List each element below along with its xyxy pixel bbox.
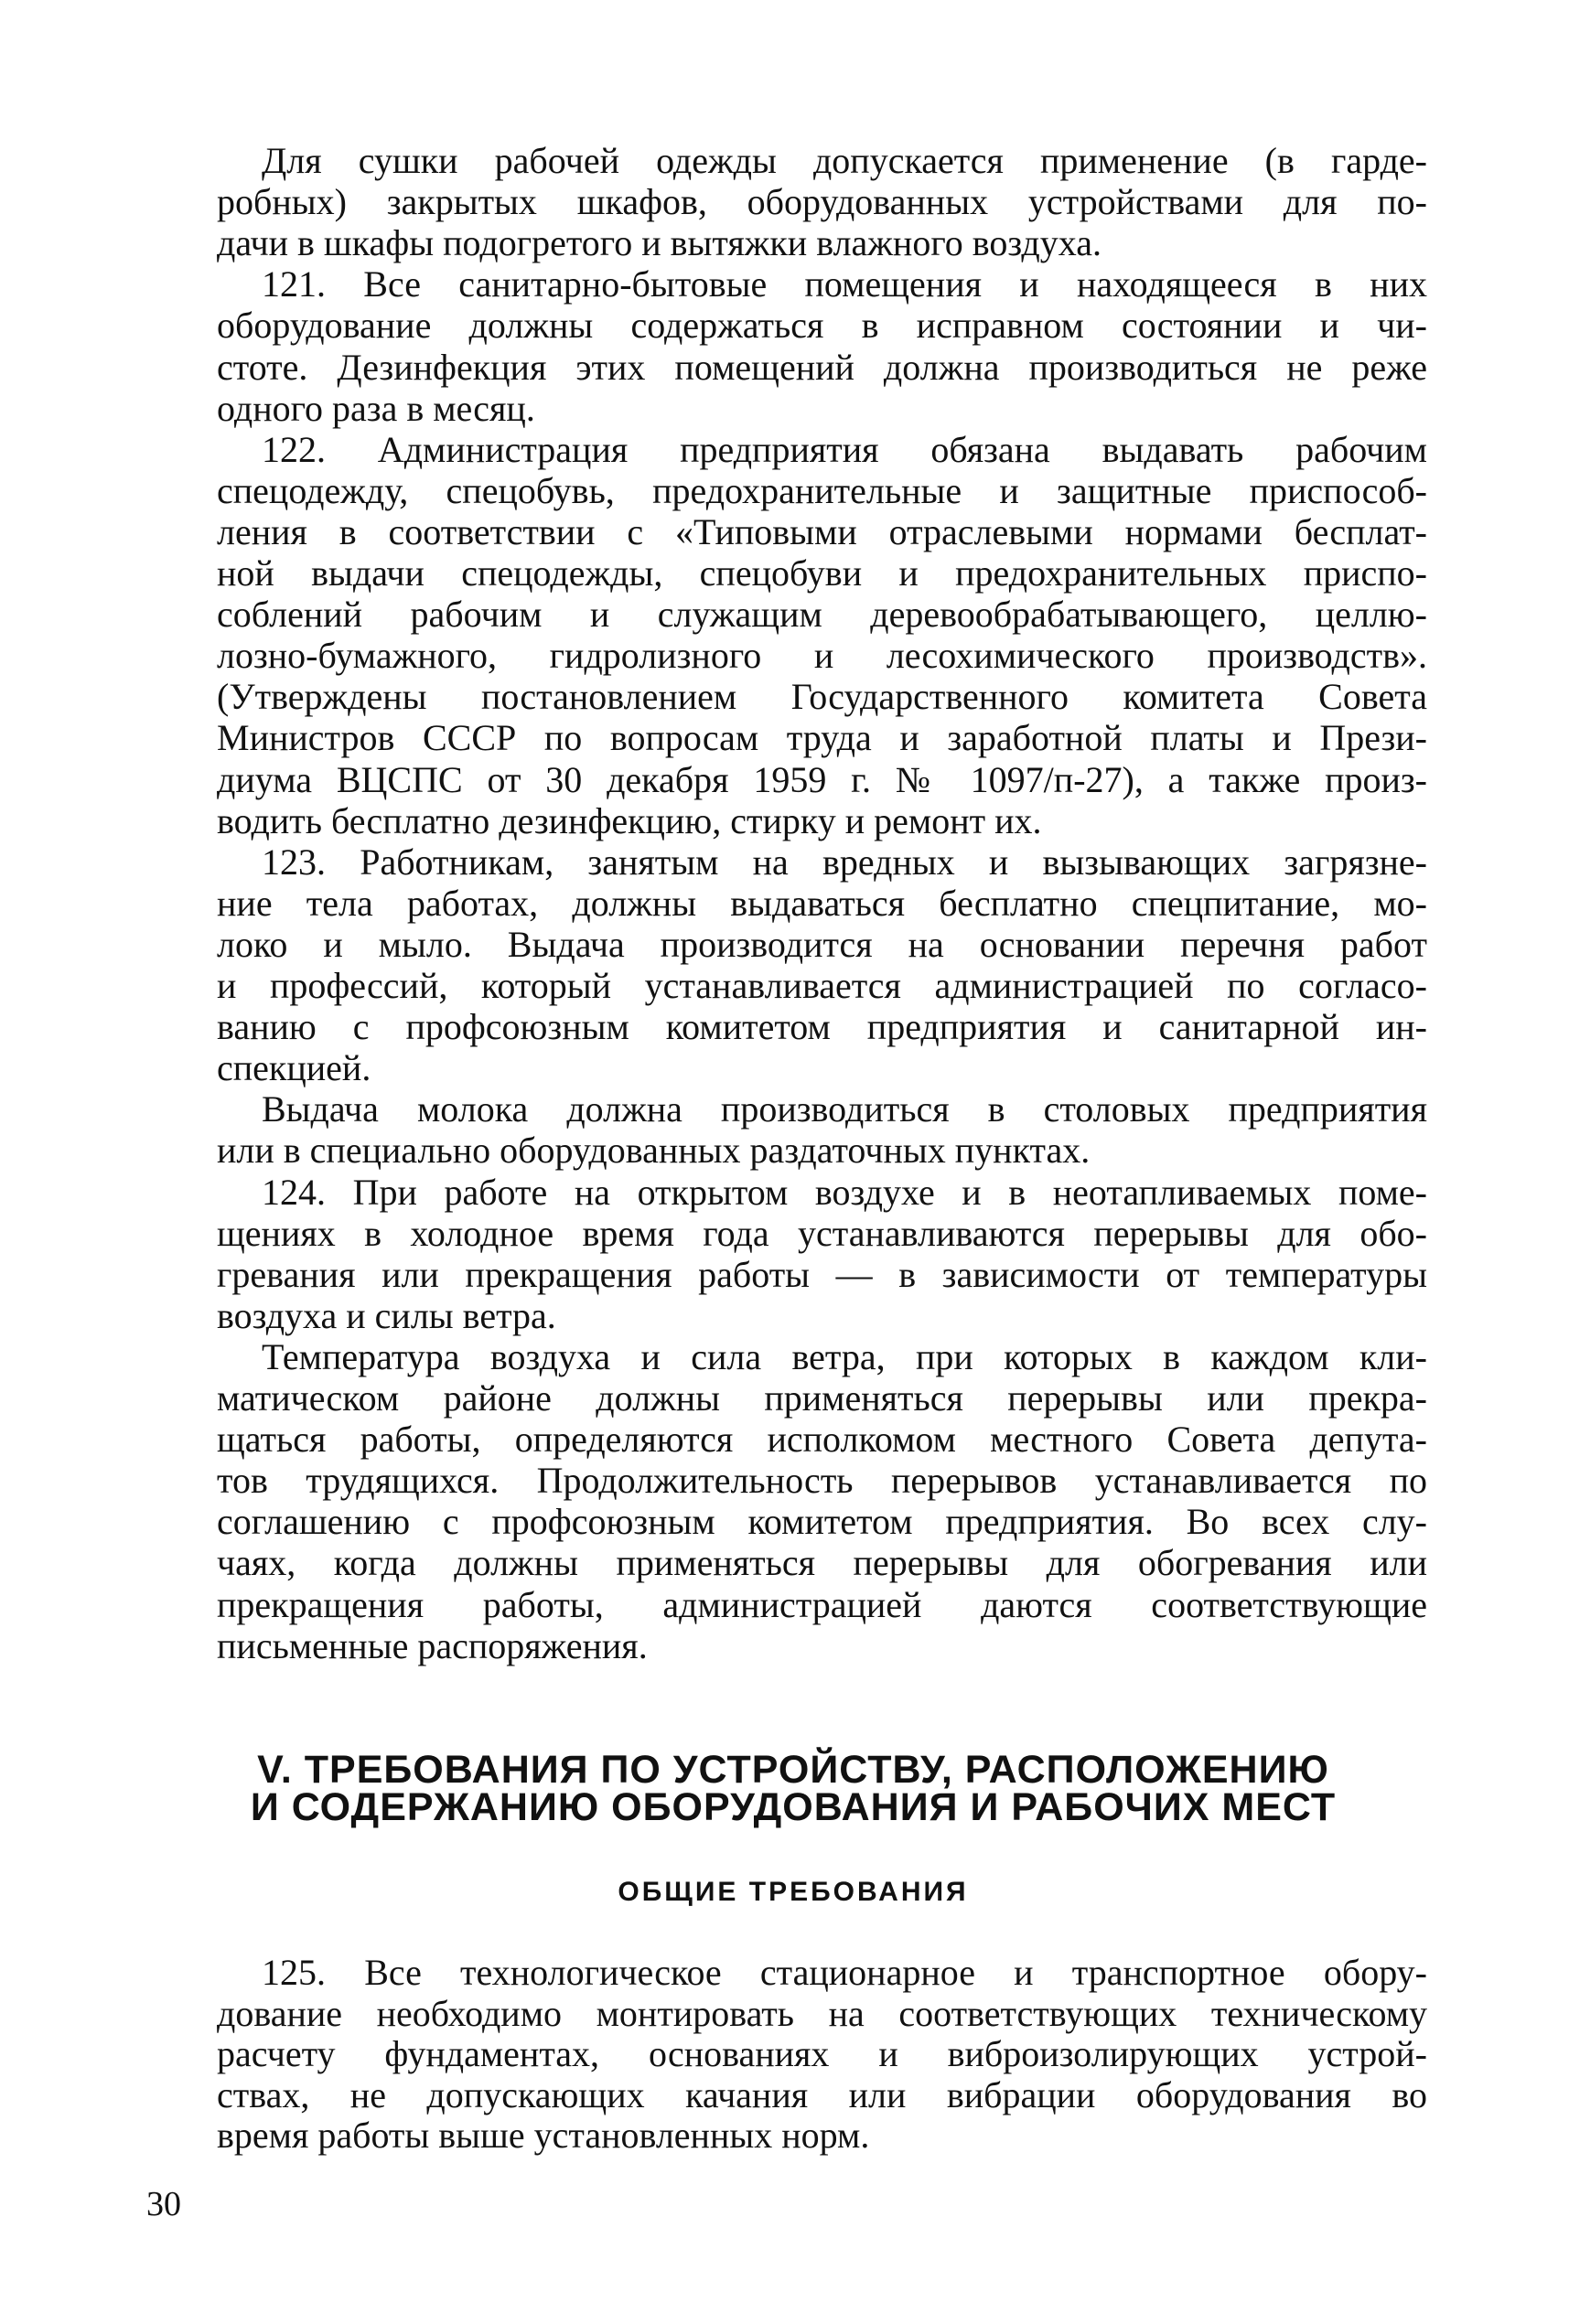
subheading: ОБЩИЕ ТРЕБОВАНИЯ: [618, 1877, 969, 1907]
text-line: письменные распоряжения.: [217, 1624, 648, 1666]
text-line: соглашению с профсоюзным комитетом предприятия. Во всех слу-: [217, 1501, 1427, 1543]
text-line: ной выдачи спецодежды, спецобуви и предохранительных приспо-: [217, 552, 1427, 594]
text-line: чаях, когда должны применяться перерывы для обогревания или: [217, 1542, 1427, 1584]
text-line: щениях в холодное время года устанавливаются перерывы для обо-: [217, 1212, 1427, 1254]
text-line: спекцией.: [217, 1047, 371, 1089]
page-number: 30: [146, 2185, 181, 2223]
text-line: 123. Работникам, занятым на вредных и вызывающих загрязне-: [262, 841, 1427, 883]
text-line: щаться работы, определяются исполкомом местного Совета депута-: [217, 1419, 1427, 1461]
text-line: ления в соответствии с «Типовыми отраслевыми нормами бесплат-: [217, 510, 1427, 552]
text-line: воздуха и силы ветра.: [217, 1294, 556, 1336]
text-line: или в специально оборудованных раздаточных пунктах.: [217, 1130, 1091, 1172]
text-line: Температура воздуха и сила ветра, при которых в каждом кли-: [262, 1335, 1427, 1377]
text-line: робных) закрытых шкафов, оборудованных устройствами для по-: [217, 181, 1427, 223]
text-line: 122. Администрация предприятия обязана выдавать рабочим: [262, 428, 1427, 470]
text-line: диума ВЦСПС от 30 декабря 1959 г. № 1097/п-27), а также произ-: [217, 758, 1427, 800]
text-line: матическом районе должны применяться перерывы или прекра-: [217, 1377, 1427, 1419]
text-line: ванию с профсоюзным комитетом предприятия и санитарной ин-: [217, 1006, 1427, 1048]
text-line: 125. Все технологическое стационарное и транспортное обору-: [262, 1952, 1427, 1993]
text-line: 121. Все санитарно-бытовые помещения и находящееся в них: [262, 263, 1427, 305]
text-line: одного раза в месяц.: [217, 387, 535, 429]
text-line: прекращения работы, администрацией даются соответствующие: [217, 1583, 1427, 1625]
text-line: Для сушки рабочей одежды допускается применение (в гарде-: [262, 140, 1427, 181]
text-line: спецодежду, спецобувь, предохранительные и защитные приспособ-: [217, 469, 1427, 511]
text-line: соблений рабочим и служащим деревообрабатывающего, целлю-: [217, 594, 1427, 636]
text-line: дование необходимо монтировать на соответствующих техническому: [217, 1992, 1427, 2034]
text-line: дачи в шкафы подогретого и вытяжки влажного воздуха.: [217, 222, 1102, 264]
text-line: водить бесплатно дезинфекцию, стирку и ремонт их.: [217, 799, 1042, 841]
text-line: (Утверждены постановлением Государственного комитета Совета: [217, 676, 1427, 718]
text-line: стоте. Дезинфекция этих помещений должна производиться не реже: [217, 346, 1427, 388]
text-line: ствах, не допускающих качания или вибрации оборудования во: [217, 2073, 1427, 2115]
section-heading-line-2: И СОДЕРЖАНИЮ ОБОРУДОВАНИЯ И РАБОЧИХ МЕСТ: [250, 1785, 1337, 1829]
text-line: Министров СССР по вопросам труда и заработной платы и Прези-: [217, 717, 1427, 759]
text-line: ние тела работах, должны выдаваться бесплатно спецпитание, мо-: [217, 882, 1427, 924]
text-line: расчету фундаментах, основаниях и виброизолирующих устрой-: [217, 2033, 1427, 2074]
text-line: и профессий, который устанавливается администрацией по согласо-: [217, 965, 1427, 1006]
text-line: локо и мыло. Выдача производится на основании перечня работ: [217, 923, 1427, 965]
text-line: лозно-бумажного, гидролизного и лесохимического производств».: [217, 635, 1427, 677]
text-line: время работы выше установленных норм.: [217, 2115, 870, 2156]
text-line: гревания или прекращения работы — в зависимости от температуры: [217, 1253, 1427, 1295]
text-line: 124. При работе на открытом воздухе и в неотапливаемых поме-: [262, 1171, 1427, 1213]
text-line: Выдача молока должна производиться в столовых предприятия: [262, 1088, 1427, 1130]
section-heading-line-1: V. ТРЕБОВАНИЯ ПО УСТРОЙСТВУ, РАСПОЛОЖЕНИЮ: [257, 1748, 1329, 1792]
text-line: тов трудящихся. Продолжительность перерывов устанавливается по: [217, 1460, 1427, 1502]
text-line: оборудование должны содержаться в исправном состоянии и чи-: [217, 305, 1427, 347]
